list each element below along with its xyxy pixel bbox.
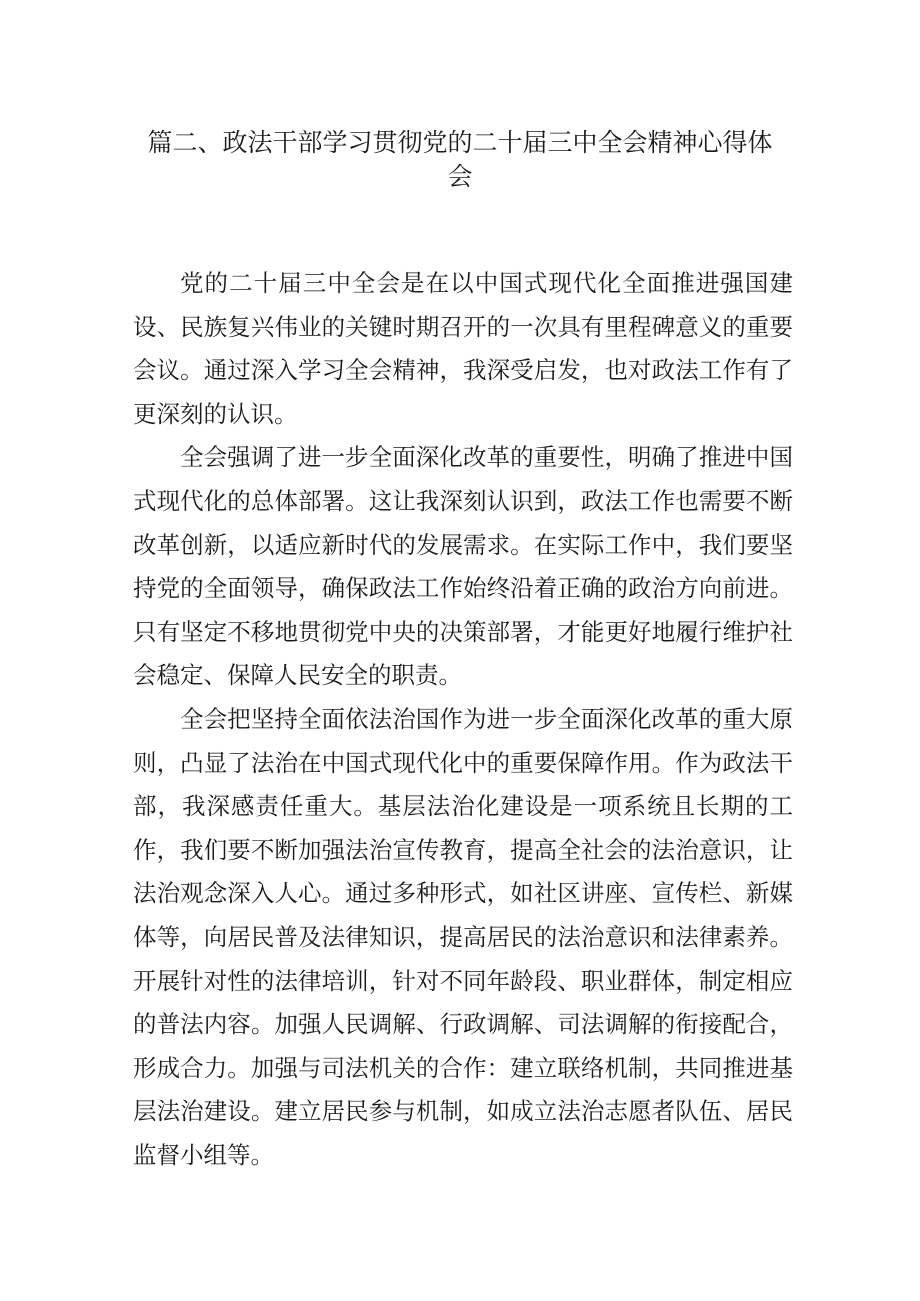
paragraph-2: 全会强调了进一步全面深化改革的重要性，明确了推进中国式现代化的总体部署。这让我深刻认识到，政法工作也需要不断改革创新，以适应新时代的发展需求。在实际工作中，我们要坚持党的全面领导，确保政法工作始终沿着正确的政治方向前进。只有坚定不移地贯彻党中央的决策部署，才能更好地履行维护社会稳定、保障人民安全的职责。 [133, 443, 793, 690]
paragraph-1: 党的二十届三中全会是在以中国式现代化全面推进强国建设、民族复兴伟业的关键时期召开的一次具有里程碑意义的重要会议。通过深入学习全会精神，我深受启发，也对政法工作有了更深刻的认识。 [133, 269, 793, 428]
paragraph-3: 全会把坚持全面依法治国作为进一步全面深化改革的重大原则，凸显了法治在中国式现代化中的重要保障作用。作为政法干部，我深感责任重大。基层法治化建设是一项系统且长期的工作，我们要不断加强法治宣传教育，提高全社会的法治意识，让法治观念深入人心。通过多种形式，如社区讲座、宣传栏、新媒体等，向居民普及法律知识，提高居民的法治意识和法律素养。开展针对性的法律培训，针对不同年龄段、职业群体，制定相应的普法内容。加强人民调解、行政调解、司法调解的衔接配合，形成合力。加强与司法机关的合作：建立联络机制，共同推进基层法治建设。建立居民参与机制，如成立法治志愿者队伍、居民监督小组等。 [133, 704, 793, 1169]
document-title-line-2: 会 [447, 162, 473, 191]
document-body [133, 262, 793, 1177]
document-title-line-1: 篇二、政法干部学习贯彻党的二十届三中全会精神心得体 [147, 128, 773, 157]
